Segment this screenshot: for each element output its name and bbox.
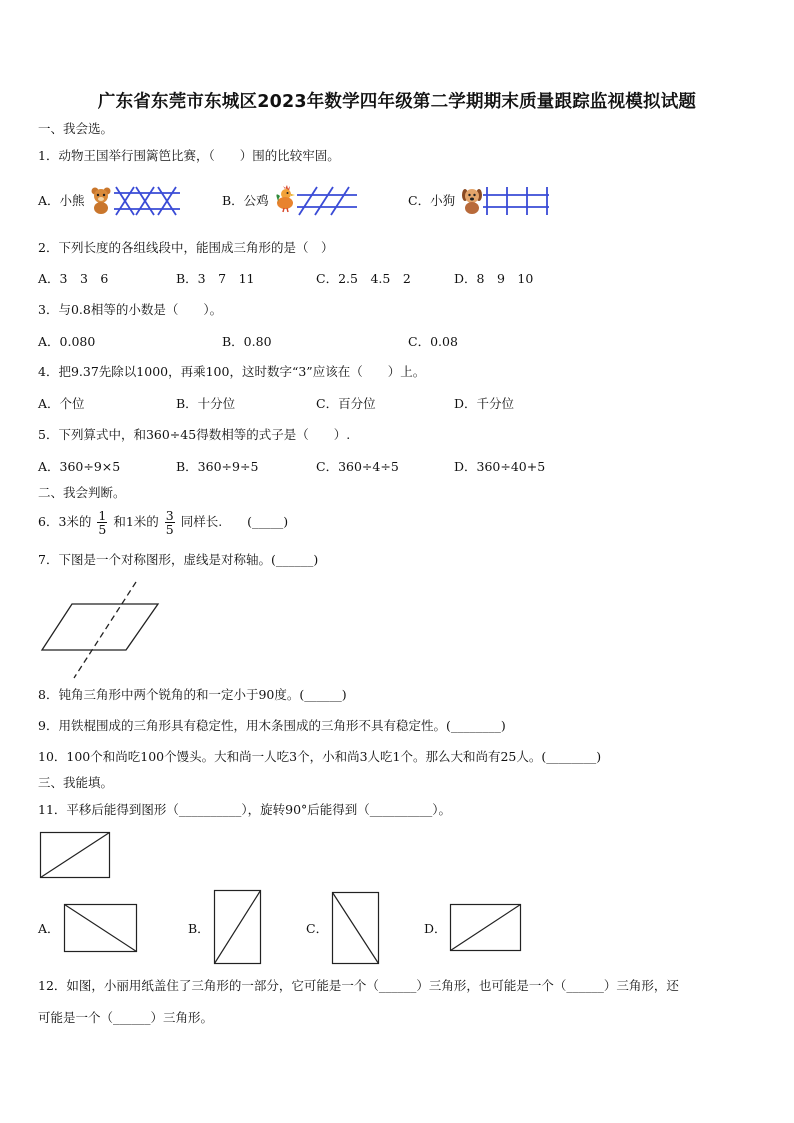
q4-option-d: D．千分位	[454, 396, 515, 411]
fence-grid-pattern	[483, 187, 551, 215]
rooster-icon	[275, 184, 297, 212]
page-title: 广东省东莞市东城区2023年数学四年级第二学期期末质量跟踪监视模拟试题	[97, 92, 697, 112]
q5-option-d: D．360÷40+5	[454, 459, 546, 474]
question-9-stem: 9．用铁棍围成的三角形具有稳定性，用木条围成的三角形不具有稳定性。(________)	[38, 718, 506, 733]
q11-option-a-label: A．	[38, 921, 60, 936]
q11-option-d-figure	[450, 904, 524, 954]
question-5-stem: 5．下列算式中，和360÷45得数相等的式子是（ ）.	[38, 427, 351, 442]
q2-option-a: A．3 3 6	[38, 271, 109, 286]
q1-option-c-label: C．小狗	[408, 193, 456, 208]
question-8-stem: 8．钝角三角形中两个锐角的和一定小于90度。(______)	[38, 687, 347, 702]
section-heading-2: 二、我会判断。	[38, 485, 126, 500]
fraction-denominator: 5	[98, 522, 107, 537]
section-heading-1: 一、我会选。	[38, 121, 114, 136]
section-heading-3: 三、我能填。	[38, 775, 114, 790]
question-4-stem: 4．把9.37先除以1000，再乘100，这时数字“3”应该在（ ）上。	[38, 364, 426, 379]
question-12-line-2: 可能是一个（______）三角形。	[38, 1010, 214, 1025]
q6-text-part3: 同样长. (_____)	[180, 514, 289, 529]
q2-option-b: B．3 7 11	[176, 271, 255, 286]
q11-option-b-label: B．	[188, 921, 210, 936]
q11-option-c-figure	[332, 892, 382, 966]
q5-option-c: C．360÷4÷5	[316, 459, 399, 474]
fraction-one-fifth	[97, 509, 107, 536]
q3-option-a: A．0.080	[38, 334, 96, 349]
q3-option-c: C．0.08	[408, 334, 458, 349]
fraction-three-fifths	[165, 509, 175, 536]
q11-option-c-label: C．	[306, 921, 329, 936]
question-7-stem: 7．下图是一个对称图形，虚线是对称轴。(______)	[38, 552, 319, 567]
q11-option-a-figure	[64, 904, 140, 954]
q11-option-d-label: D．	[424, 921, 447, 936]
q5-option-a: A．360÷9×5	[38, 459, 121, 474]
q4-option-b: B．十分位	[176, 396, 236, 411]
question-1-stem: 1．动物王国举行围篱笆比赛，（ ）围的比较牢固。	[38, 148, 340, 163]
fraction-numerator: 1	[98, 508, 107, 523]
q4-option-a: A．个位	[38, 396, 85, 411]
fence-x-pattern	[114, 187, 180, 215]
question-12-line-1: 12．如图，小丽用纸盖住了三角形的一部分，它可能是一个（______）三角形，也可能是一个（______）三角形，还	[38, 978, 679, 993]
question-3-stem: 3．与0.8相等的小数是（ ）。	[38, 302, 223, 317]
parallelogram-figure	[40, 580, 164, 680]
q11-option-b-figure	[214, 890, 264, 966]
q6-text-part1: 6．3米的	[38, 514, 92, 529]
q6-text-part2: 和1米的	[113, 514, 159, 529]
fraction-denominator: 5	[165, 522, 174, 537]
question-6	[38, 506, 288, 538]
original-rectangle-figure	[40, 832, 112, 880]
fraction-numerator: 3	[165, 508, 174, 523]
dog-icon	[461, 186, 483, 214]
question-10-stem: 10．100个和尚吃100个馒头。大和尚一人吃3个，小和尚3人吃1个。那么大和尚有25人。(________)	[38, 749, 602, 764]
symmetry-axis-dashed-line	[74, 582, 136, 678]
q2-option-c: C．2.5 4.5 2	[316, 271, 411, 286]
q4-option-c: C．百分位	[316, 396, 376, 411]
bear-icon	[90, 186, 112, 214]
question-2-stem: 2．下列长度的各组线段中，能围成三角形的是（ ）	[38, 240, 334, 255]
q3-option-b: B．0.80	[222, 334, 272, 349]
q2-option-d: D．8 9 10	[454, 271, 534, 286]
q5-option-b: B．360÷9÷5	[176, 459, 259, 474]
question-11-stem: 11．平移后能得到图形（__________），旋转90°后能得到（__________）。	[38, 802, 452, 817]
fence-diagonal-pattern	[297, 187, 359, 215]
q1-option-b-label: B．公鸡	[222, 193, 269, 208]
q1-option-a-label: A．小熊	[38, 193, 85, 208]
